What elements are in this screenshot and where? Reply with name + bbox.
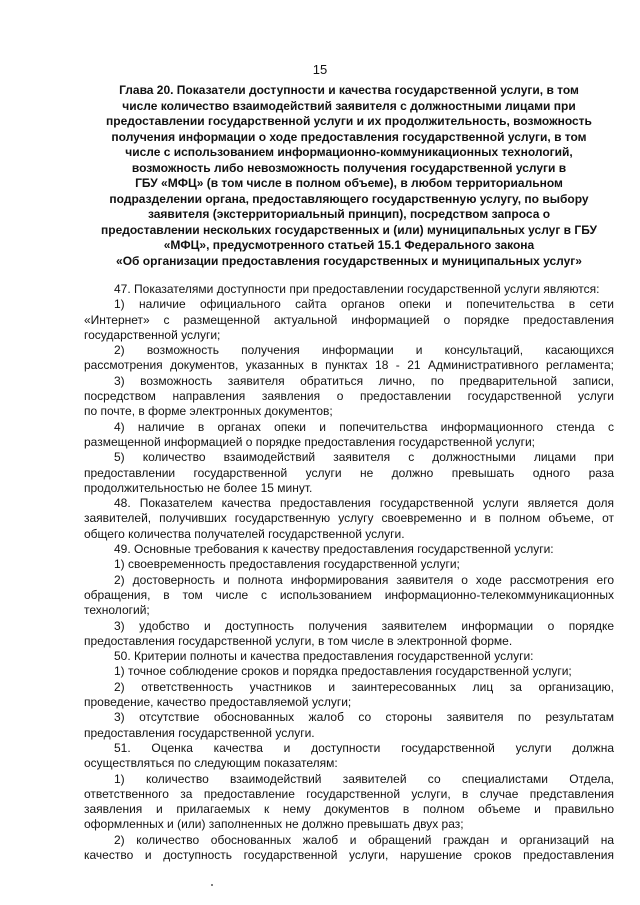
paragraph-line: оформленных и (или) заполненных не должно превышать двух раз; [84, 817, 464, 832]
paragraph-line: по почте, в форме электронных документов; [84, 404, 333, 419]
paragraph-line: 5) количество взаимодействий заявителя с должностными лицами при [114, 450, 614, 465]
paragraph-line: обращения, в том числе с использованием информационно-телекоммуникационных [84, 587, 614, 602]
chapter-heading [84, 83, 614, 269]
paragraph-line: 1) точное соблюдение сроков и порядка предоставления государственной услуги; [114, 664, 572, 679]
paragraph-line: 1) наличие официального сайта органов опеки и попечительства в сети [114, 297, 614, 312]
paragraph-line: 50. Критерии полноты и качества предоставления государственной услуги: [114, 649, 534, 664]
paragraph-line: качество и доступность государственной услуги, нарушение сроков предоставления [84, 847, 614, 862]
heading-line: возможность либо невозможность получения государственной услуги в [131, 160, 567, 175]
paragraph-line: 4) наличие в органах опеки и попечительства информационного стенда с [114, 419, 614, 434]
paragraph-line: предоставления государственной услуги, в том числе в электронной форме. [84, 633, 513, 648]
paragraph-line: «Интернет» с размещенной актуальной информацией о порядке предоставления [84, 312, 614, 327]
heading-line: «Об организации предоставления государственных и муниципальных услуг» [116, 253, 582, 268]
paragraph-line: общего количества получателей государственной услуги. [84, 526, 405, 541]
paragraph-line: 49. Основные требования к качеству предоставления государственной услуги: [114, 542, 554, 557]
heading-line: Глава 20. Показатели доступности и качества государственной услуги, в том [119, 83, 579, 97]
paragraph-line: технологий; [84, 603, 150, 618]
heading-line: подразделении органа, предоставляющего государственную услугу, по выбору [109, 191, 589, 206]
paragraph-line: проведение, качество предоставляемой услуги; [84, 695, 352, 710]
heading-line: предоставлении нескольких государственных и (или) муниципальных услуг в ГБУ [101, 222, 597, 237]
document-body [84, 282, 614, 863]
paragraph-line: 2) количество обоснованных жалоб и обращений граждан и организаций на [114, 832, 614, 847]
heading-line: числе с использованием информационно-коммуникационных технологий, [125, 145, 573, 159]
page-number: 15 [312, 62, 328, 77]
paragraph-line: посредством направления заявления о предоставлении государственной услуги [84, 389, 614, 404]
paragraph-line: рассмотрения документов, указанных в пунктах 18 - 21 Административного регламента; [84, 358, 614, 373]
paragraph-line: 3) отсутствие обоснованных жалоб со стороны заявителя по результатам [114, 710, 614, 725]
heading-line: числе количество взаимодействий заявителя с должностными лицами при [122, 98, 576, 113]
paragraph-line: 1) количество взаимодействий заявителей со специалистами Отдела, [114, 771, 614, 786]
paragraph-line: продолжительностью не более 15 минут. [84, 480, 313, 495]
paragraph-line: заявителей, получивших государственную услугу своевременно и в полном объеме, от [84, 511, 614, 526]
paragraph-line: 47. Показателями доступности при предоставлении государственной услуги являются: [114, 282, 600, 296]
paragraph-line: 51. Оценка качества и доступности государственной услуги должна [114, 740, 614, 755]
heading-line: заявителя (экстерриториальный принцип), посредством запроса о [147, 207, 551, 221]
paragraph-line: 3) возможность заявителя обратиться лично, по предварительной записи, [114, 373, 614, 388]
heading-line: «МФЦ», предусмотренного статьей 15.1 Федерального закона [163, 238, 535, 252]
paragraph-line: осуществляться по следующим показателям: [84, 756, 338, 771]
paragraph-line: предоставления государственной услуги. [84, 725, 315, 740]
paragraph-line: предоставлении государственной услуги не должно превышать одного раза [84, 465, 614, 480]
paragraph-line: 48. Показателем качества предоставления государственной услуги является доля [114, 496, 614, 511]
paragraph-line: 1) своевременность предоставления государственной услуги; [114, 557, 460, 572]
heading-line: предоставлении государственной услуги и их продолжительность, возможность [106, 114, 592, 128]
paragraph-line: 2) возможность получения информации и консультаций, касающихся [114, 343, 614, 358]
heading-line: получения информации о ходе предоставления государственной услуги, в том [111, 129, 587, 144]
scan-speck [211, 884, 213, 886]
paragraph-line: заявления и прилагаемых к нему документов в полном объеме и правильно [84, 802, 614, 817]
paragraph-line: ответственного за предоставление государственной услуги, в случае представления [84, 786, 614, 801]
paragraph-line: государственной услуги; [84, 327, 221, 342]
paragraph-line: 2) ответственность участников и заинтересованных лиц за организацию, [114, 679, 614, 694]
heading-line: ГБУ «МФЦ» (в том числе в полном объеме), в любом территориальном [135, 176, 563, 190]
paragraph-line: 2) достоверность и полнота информирования заявителя о ходе рассмотрения его [114, 572, 614, 587]
paragraph-line: размещенной информацией о порядке предоставления государственной услуги; [84, 434, 536, 449]
paragraph-line: 3) удобство и доступность получения заявителем информации о порядке [114, 618, 614, 633]
